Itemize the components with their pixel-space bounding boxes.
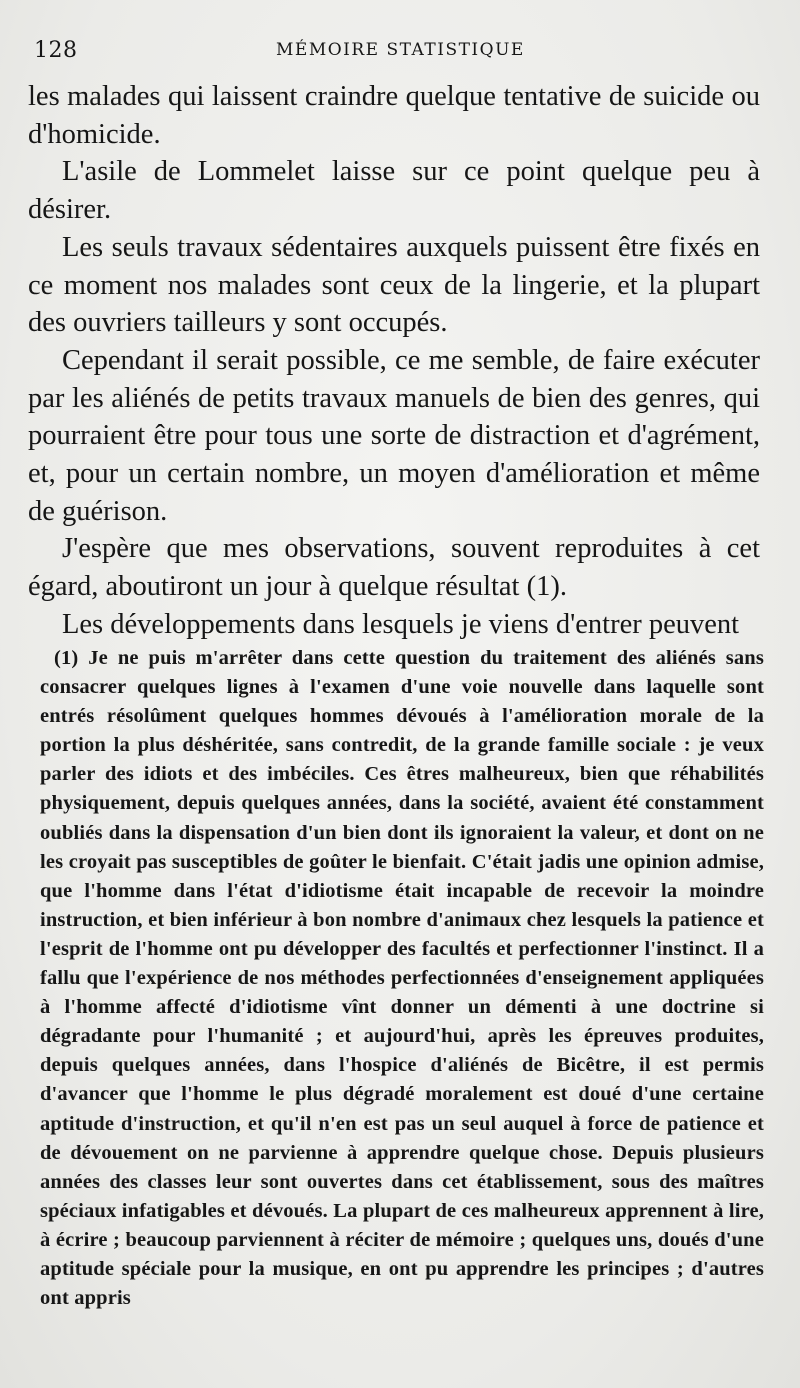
page-header xyxy=(28,38,768,68)
paragraph: Les seuls travaux sédentaires auxquels puissent être fixés en ce moment nos malades sont ceux de la lingerie, et la plupart des ouvriers tailleurs y sont occupés. xyxy=(28,231,760,339)
footnote xyxy=(40,644,764,1313)
page-number: 128 xyxy=(34,38,78,63)
paragraph: Les développements dans lesquels je viens d'entrer peuvent xyxy=(62,608,740,640)
paragraph: J'espère que mes observations, souvent reproduites à cet égard, aboutiront un jour à quelque résultat (1). xyxy=(28,533,760,603)
paragraph: Cependant il serait possible, ce me semble, de faire exécuter par les aliénés de petits travaux manuels de bien des genres, qui pourraient être pour tous une sorte de distraction et d'agrément, et, pour un certain nombre, un moyen d'amélioration et même de guérison. xyxy=(28,344,760,527)
paragraph: L'asile de Lommelet laisse sur ce point quelque peu à désirer. xyxy=(28,156,760,226)
paragraph: les malades qui laissent craindre quelque tentative de suicide ou d'homicide. xyxy=(28,81,760,150)
running-title: MÉMOIRE STATISTIQUE xyxy=(276,40,525,60)
main-text xyxy=(28,78,760,644)
footnote-text: (1) Je ne puis m'arrêter dans cette question du traitement des aliénés sans consacrer quelques lignes à l'examen d'une voie nouvelle dans laquelle sont entrés résolûment quelques hommes dévoués à l'amélioration morale de la portion la plus déshéritée, sans contredit, de la grande famille sociale : je veux parler des idiots et des imbéciles. Ces êtres malheureux, bien que réhabilités physiquement, depuis quelques années, dans la société, avaient été constamment oubliés dans la dispensation d'un bien dont ils ignoraient la valeur, et dont on ne les croyait pas susceptibles de goûter le bienfait. C'était jadis une opinion admise, que l'homme dans l'état d'idiotisme était incapable de recevoir la moindre instruction, et bien inférieur à bon nombre d'animaux chez lesquels la patience et l'esprit de l'homme ont pu développer des facultés et perfectionner l'instinct. Il a fallu que l'expérience de nos méthodes perfectionnées d'enseignement appliquées à l'homme affecté d'idiotisme vînt donner un démenti à une doctrine si dégradante pour l'humanité ; et aujourd'hui, après les épreuves produites, depuis quelques années, dans l'hospice d'aliénés de Bicêtre, il est permis d'avancer que l'homme le plus dégradé moralement est doué d'une certaine aptitude d'instruction, et qu'il n'en est pas un seul auquel à force de patience et de dévouement on ne parvienne à apprendre quelque chose. Depuis plusieurs années des classes leur sont ouvertes dans cet établissement, sous des maîtres spéciaux infatigables et dévoués. La plupart de ces malheureux apprennent à lire, à écrire ; beaucoup parviennent à réciter de mémoire ; quelques uns, doués d'une aptitude spéciale pour la musique, en ont pu apprendre les principes ; d'autres ont appris xyxy=(40,647,764,1310)
